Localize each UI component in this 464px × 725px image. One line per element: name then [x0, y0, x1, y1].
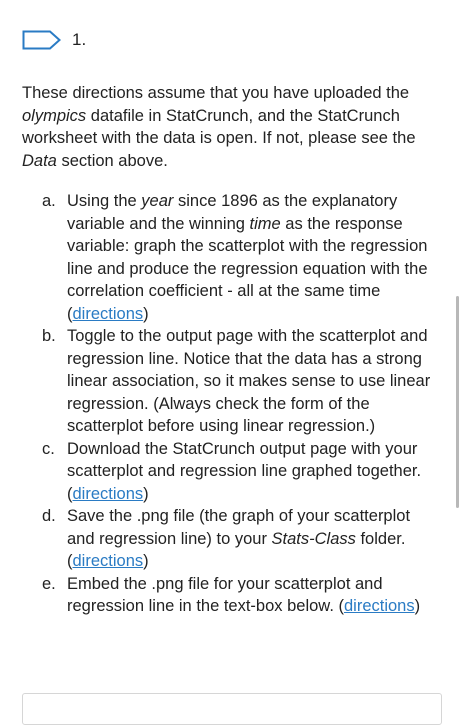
- intro-emphasis-datafile: olympics: [22, 106, 87, 125]
- step-emphasis-year: year: [141, 192, 174, 210]
- step-text-part: Download the StatCrunch output page with your scatterplot and regression line graphed together. (: [67, 439, 422, 503]
- step-emphasis-time: time: [249, 214, 281, 233]
- intro-text: These directions assume that you have uploaded the: [22, 84, 410, 102]
- step-text-part: as the response variable: graph the scatterplot with the regression line and produce the regression equation with the correlation coefficient - all at the same time (: [67, 214, 428, 323]
- scrollbar[interactable]: [456, 296, 459, 508]
- step-marker: d.: [42, 507, 56, 525]
- step-text-part: Embed the .png file for your scatterplot and regression line in the text-box below. (: [67, 574, 383, 615]
- step-text: [67, 190, 442, 325]
- question-header: [22, 30, 86, 50]
- step-c: [22, 438, 442, 506]
- step-text: [67, 438, 442, 506]
- intro-paragraph: [22, 82, 442, 172]
- step-marker: c.: [42, 439, 55, 458]
- question-number: 1.: [72, 30, 87, 49]
- directions-link-a[interactable]: directions: [72, 304, 144, 323]
- step-a: [22, 190, 442, 325]
- intro-text: section above.: [56, 151, 168, 170]
- directions-link-e[interactable]: directions: [343, 597, 415, 615]
- step-marker: b.: [42, 327, 56, 345]
- step-marker: a.: [42, 192, 56, 210]
- steps-list: [22, 190, 442, 618]
- answer-text-box[interactable]: [22, 693, 442, 725]
- directions-link-d[interactable]: directions: [72, 552, 144, 570]
- step-text-part: Save the .png file (the graph of your scatterplot and regression line) to your: [67, 507, 411, 548]
- intro-emphasis-section: Data: [22, 151, 57, 170]
- step-text: [67, 325, 442, 438]
- step-text: [67, 505, 442, 573]
- step-e: [22, 573, 442, 618]
- intro-text: datafile in StatCrunch, and the StatCrunch worksheet with the data is open. If not, please see the: [22, 106, 416, 147]
- step-text-part: ): [143, 552, 149, 570]
- step-text-part: ): [414, 597, 421, 615]
- flag-icon[interactable]: [22, 30, 62, 50]
- step-text-part: since 1896 as the explanatory variable and the winning: [67, 192, 398, 233]
- step-marker: e.: [42, 574, 56, 593]
- step-emphasis-folder: Stats-Class: [271, 529, 356, 548]
- step-b: [22, 325, 442, 438]
- step-text-part: Toggle to the output page with the scatterplot and regression line. Notice that the data has a strong linear association, so it makes sense to use linear regression. (Always check the form of the scatterplot before using linear regression.): [67, 327, 431, 435]
- step-text-part: folder. (: [67, 529, 406, 570]
- step-text-part: ): [143, 304, 149, 323]
- step-text-part: ): [143, 484, 149, 503]
- step-text: [67, 573, 442, 618]
- step-d: [22, 505, 442, 573]
- directions-link-c[interactable]: directions: [72, 484, 144, 503]
- step-text-part: Using the: [67, 192, 142, 210]
